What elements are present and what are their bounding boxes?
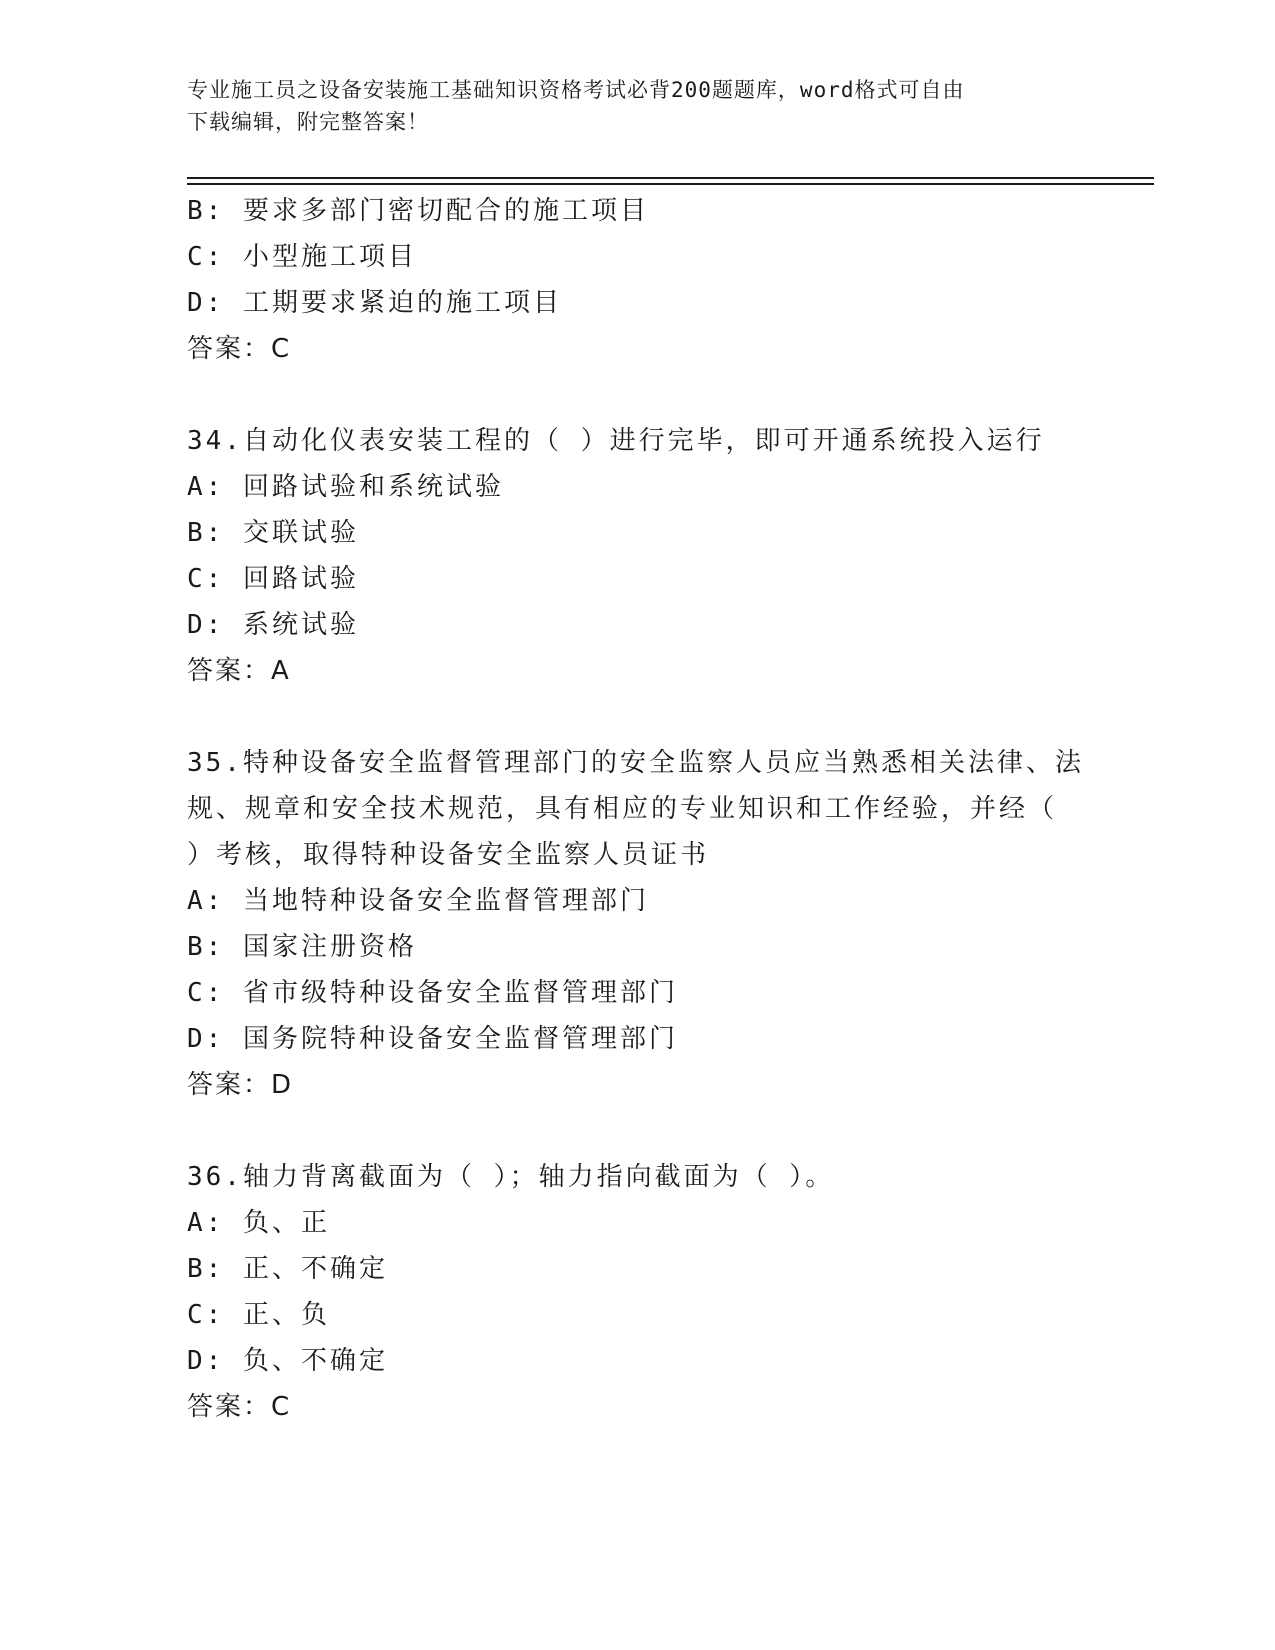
option-d: D: 国务院特种设备安全监督管理部门: [187, 1024, 678, 1054]
answer-line: 答案：A: [187, 656, 291, 686]
question-stem: [187, 1154, 1087, 1200]
header-line-2: 下载编辑，附完整答案！: [187, 110, 429, 134]
question-stem-line: 34.自动化仪表安装工程的（ ）进行完毕，即可开通系统投入运行: [187, 426, 1045, 456]
option-b: B: 国家注册资格: [187, 932, 417, 962]
option-b: B: 要求多部门密切配合的施工项目: [187, 196, 649, 226]
header-divider-top: [187, 177, 1154, 179]
option-b: B: 交联试验: [187, 518, 359, 548]
question-list: [187, 188, 1087, 1430]
answer-line: 答案：D: [187, 1070, 294, 1100]
question-stem: [187, 418, 1087, 464]
option-d: D: 工期要求紧迫的施工项目: [187, 288, 562, 318]
option-c: C: 回路试验: [187, 564, 359, 594]
header-divider-bottom: [187, 183, 1154, 185]
question-stem-line: 规、规章和安全技术规范，具有相应的专业知识和工作经验，并经（: [187, 794, 1058, 824]
question-fragment: [187, 188, 1087, 372]
option-c: C: 正、负: [187, 1300, 330, 1330]
option-d: D: 负、不确定: [187, 1346, 388, 1376]
answer-line: 答案：C: [187, 1392, 292, 1422]
document-header: [187, 74, 1067, 138]
question-35: [187, 740, 1087, 1108]
option-a: A: 回路试验和系统试验: [187, 472, 504, 502]
option-c: C: 省市级特种设备安全监督管理部门: [187, 978, 678, 1008]
question-stem-line: ）考核，取得特种设备安全监察人员证书: [187, 840, 710, 870]
option-a: A: 负、正: [187, 1208, 330, 1238]
option-a: A: 当地特种设备安全监督管理部门: [187, 886, 649, 916]
question-34: [187, 418, 1087, 694]
header-line-1: 专业施工员之设备安装施工基础知识资格考试必背200题题库，word格式可自由: [187, 78, 965, 102]
question-stem-line: 35.特种设备安全监督管理部门的安全监察人员应当熟悉相关法律、法: [187, 748, 1084, 778]
option-b: B: 正、不确定: [187, 1254, 388, 1284]
question-stem: [187, 740, 1087, 878]
option-d: D: 系统试验: [187, 610, 359, 640]
question-36: [187, 1154, 1087, 1430]
answer-line: 答案：C: [187, 334, 292, 364]
option-c: C: 小型施工项目: [187, 242, 417, 272]
question-stem-line: 36.轴力背离截面为（ ）；轴力指向截面为（ ）。: [187, 1162, 835, 1192]
